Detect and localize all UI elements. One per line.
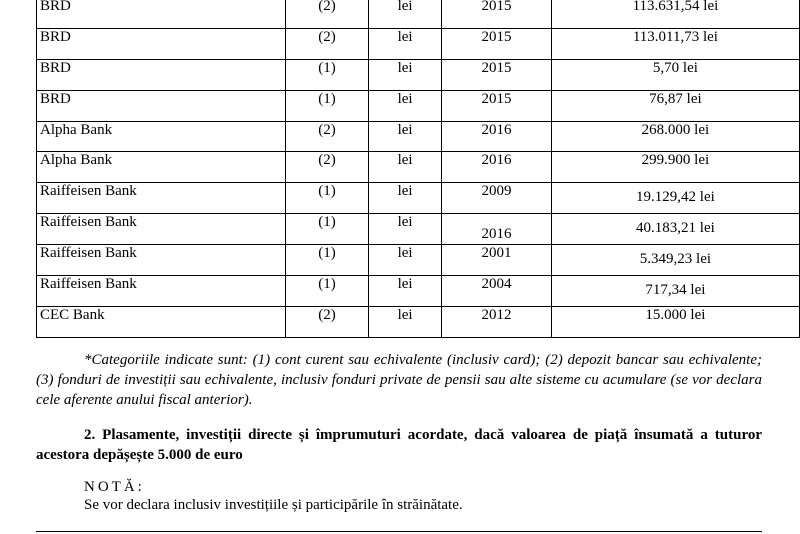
year-text: 2016: [481, 226, 512, 243]
year-cell: 2012: [442, 306, 552, 337]
amount-cell: 15.000 lei: [551, 306, 799, 337]
amount-cell: [551, 183, 799, 214]
year-cell: 2016: [442, 121, 552, 152]
category-cell: (1): [286, 276, 369, 307]
currency-cell: lei: [369, 152, 442, 183]
amount-cell: [551, 214, 799, 245]
table-row: [37, 0, 800, 28]
table-row: [37, 28, 800, 59]
currency-cell: lei: [369, 214, 442, 245]
currency-cell: lei: [369, 90, 442, 121]
currency-cell: lei: [369, 183, 442, 214]
table-row: [37, 214, 800, 245]
table-row: [37, 121, 800, 152]
bank-cell: Raiffeisen Bank: [37, 214, 286, 245]
amount-cell: 5,70 lei: [551, 59, 799, 90]
bank-cell: Raiffeisen Bank: [37, 183, 286, 214]
currency-cell: lei: [369, 306, 442, 337]
category-cell: (1): [286, 90, 369, 121]
category-cell: (2): [286, 0, 369, 28]
table-row: [37, 183, 800, 214]
currency-cell: lei: [369, 0, 442, 28]
currency-cell: lei: [369, 245, 442, 276]
year-cell: 2004: [442, 276, 552, 307]
bank-cell: Alpha Bank: [37, 121, 286, 152]
table-top-border: [36, 531, 762, 532]
bank-cell: Raiffeisen Bank: [37, 245, 286, 276]
table-row: [37, 90, 800, 121]
amount-cell: 268.000 lei: [551, 121, 799, 152]
accounts-table: [36, 0, 800, 338]
amount-cell: 76,87 lei: [551, 90, 799, 121]
amount-cell: [551, 245, 799, 276]
bank-cell: CEC Bank: [37, 306, 286, 337]
year-cell: 2015: [442, 90, 552, 121]
bank-cell: BRD: [37, 90, 286, 121]
year-cell: 2015: [442, 0, 552, 28]
category-cell: (1): [286, 59, 369, 90]
table-row: [37, 59, 800, 90]
table-row: [37, 152, 800, 183]
section-2-title: 2. Plasamente, investiții directe și împrumuturi acordate, dacă valoarea de piață însumată a tuturor acestora depășește 5.000 de euro: [36, 427, 762, 463]
amount-text: 717,34 lei: [645, 282, 706, 299]
table-row: [37, 245, 800, 276]
table-row: [37, 306, 800, 337]
amount-text: 19.129,42 lei: [636, 189, 715, 206]
category-footnote: *Categoriile indicate sunt: (1) cont curent sau echivalente (inclusiv card); (2) depozit bancar sau echivalente; (3) fonduri de investiții sau echivalente, inclusiv fonduri private de pensii sau alte sisteme cu acumulare (se vor declara cele aferente anului fiscal anterior).: [36, 352, 762, 408]
amount-cell: 299.900 lei: [551, 152, 799, 183]
bank-cell: Raiffeisen Bank: [37, 276, 286, 307]
category-cell: (1): [286, 245, 369, 276]
category-cell: (2): [286, 28, 369, 59]
category-cell: (2): [286, 306, 369, 337]
category-cell: (1): [286, 214, 369, 245]
amount-cell: [551, 276, 799, 307]
amount-cell: 113.631,54 lei: [551, 0, 799, 28]
table-row: [37, 276, 800, 307]
currency-cell: lei: [369, 121, 442, 152]
category-cell: (1): [286, 183, 369, 214]
bank-cell: BRD: [37, 28, 286, 59]
year-cell: 2001: [442, 245, 552, 276]
note-label: NOTĂ:: [84, 479, 145, 495]
year-cell: 2016: [442, 152, 552, 183]
currency-cell: lei: [369, 276, 442, 307]
amount-text: 40.183,21 lei: [636, 220, 715, 237]
year-cell: 2009: [442, 183, 552, 214]
year-cell: 2015: [442, 28, 552, 59]
currency-cell: lei: [369, 59, 442, 90]
bank-cell: BRD: [37, 0, 286, 28]
amount-text: 5.349,23 lei: [639, 251, 712, 268]
category-cell: (2): [286, 121, 369, 152]
bank-cell: Alpha Bank: [37, 152, 286, 183]
currency-cell: lei: [369, 28, 442, 59]
bank-cell: BRD: [37, 59, 286, 90]
amount-cell: 113.011,73 lei: [551, 28, 799, 59]
year-cell: 2015: [442, 59, 552, 90]
year-cell: [442, 214, 552, 245]
category-cell: (2): [286, 152, 369, 183]
note-text: Se vor declara inclusiv investițiile și participările în străinătate.: [84, 497, 463, 513]
